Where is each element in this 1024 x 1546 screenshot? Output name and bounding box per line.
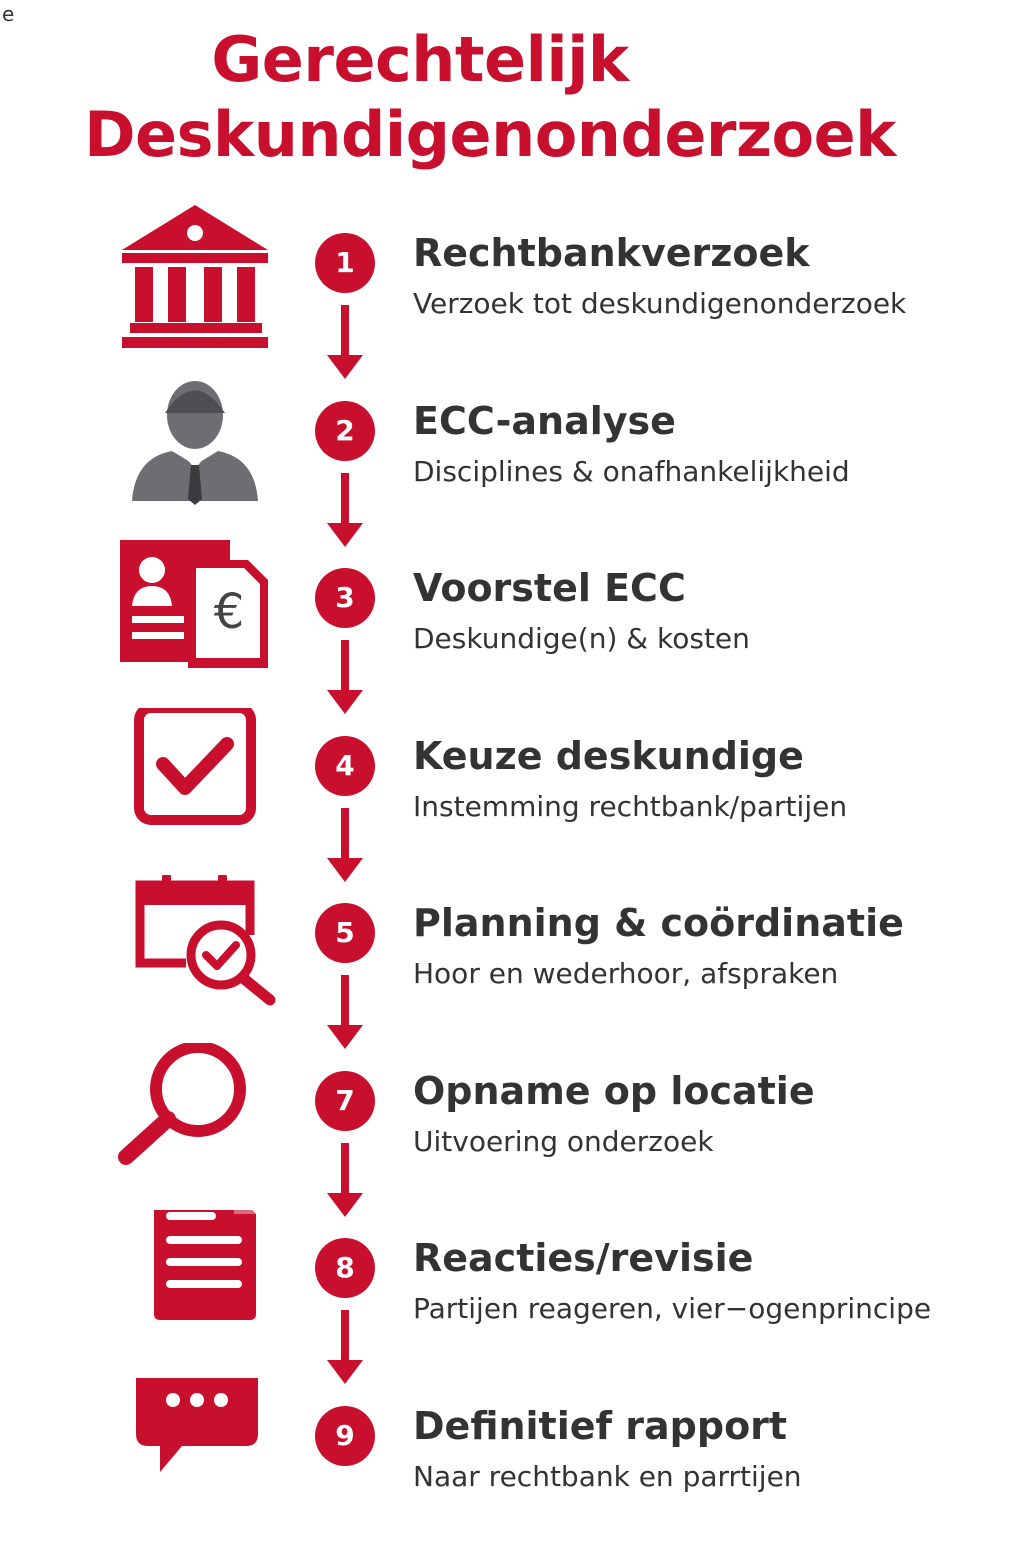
magnifier-icon xyxy=(110,1043,280,1193)
step-number-badge: 8 xyxy=(315,1238,375,1298)
step-5 xyxy=(0,875,1024,1043)
step-title: Reacties/revisie xyxy=(413,1236,754,1280)
step-title: Keuze deskundige xyxy=(413,734,804,778)
step-description: Naar rechtbank en parrtijen xyxy=(413,1460,802,1493)
step-title: Voorstel ECC xyxy=(413,566,686,610)
step-4 xyxy=(0,708,1024,876)
chat-bubble-icon xyxy=(110,1378,280,1528)
step-description: Partijen reageren, vier−ogenprincipe xyxy=(413,1292,932,1325)
step-description: Verzoek tot deskundigenonderzoek xyxy=(413,287,907,320)
svg-text:€: € xyxy=(213,584,245,640)
step-title: Definitief rapport xyxy=(413,1404,788,1448)
step-description: Deskundige(n) & kosten xyxy=(413,622,750,655)
step-number-badge: 3 xyxy=(315,568,375,628)
step-number-badge: 7 xyxy=(315,1071,375,1131)
page-title-line-1: Gerechtelijk xyxy=(211,23,629,96)
step-8 xyxy=(0,1210,1024,1378)
document-icon xyxy=(110,1210,280,1360)
step-title: Opname op locatie xyxy=(413,1069,815,1113)
courthouse-icon xyxy=(110,205,280,355)
step-number-badge: 2 xyxy=(315,401,375,461)
step-1 xyxy=(0,205,1024,373)
step-description: Disciplines & onafhankelijkheid xyxy=(413,455,850,488)
calendar-search-icon xyxy=(110,875,280,1025)
step-description: Instemming rechtbank/partijen xyxy=(413,790,848,823)
step-number-badge: 1 xyxy=(315,233,375,293)
id-card-euro-icon xyxy=(110,540,280,690)
step-description: Hoor en wederhoor, afspraken xyxy=(413,957,839,990)
step-title: Planning & coördinatie xyxy=(413,901,904,945)
checkbox-icon xyxy=(110,708,280,858)
step-number-badge: 9 xyxy=(315,1406,375,1466)
step-title: ECC-analyse xyxy=(413,399,676,443)
step-9 xyxy=(0,1378,1024,1546)
corner-mark: e xyxy=(2,2,15,26)
page-title-line-2: Deskundigenonderzoek xyxy=(84,98,896,171)
step-title: Rechtbankverzoek xyxy=(413,231,810,275)
person-icon xyxy=(110,373,280,523)
step-number-badge: 4 xyxy=(315,736,375,796)
step-2 xyxy=(0,373,1024,541)
step-number-badge: 5 xyxy=(315,903,375,963)
step-3 xyxy=(0,540,1024,708)
step-description: Uitvoering onderzoek xyxy=(413,1125,714,1158)
step-7 xyxy=(0,1043,1024,1211)
